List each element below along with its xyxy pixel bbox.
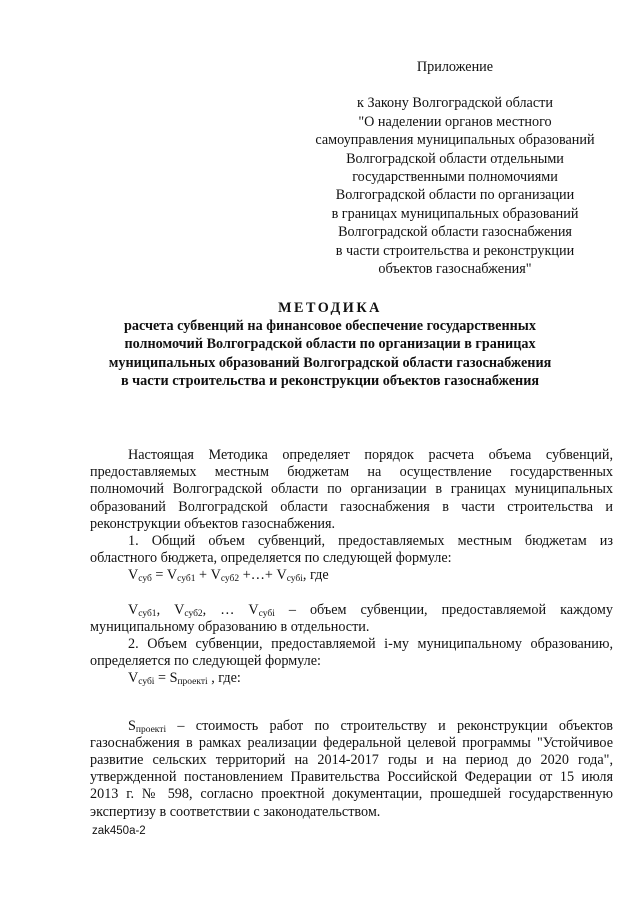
paragraph-1: 1. Общий объем субвенций, предоставляемых местным бюджетам из областного бюджета, определяется по следующей формуле:	[90, 533, 613, 567]
title-line: муниципальных образований Волгоградской области газоснабжения	[108, 354, 552, 371]
formula-total: $V_{суб} = V_{суб1} + V_{суб2}$ +…+ $V_{субi}$, где	[128, 567, 329, 585]
annex-heading: Приложение	[416, 59, 494, 75]
annex-line: в части строительства и реконструкции	[335, 242, 575, 259]
annex-line: в границах муниципальных образований	[331, 205, 579, 222]
formula-municipal: $V_{субi} = S_{проектi}$ , где:	[128, 670, 241, 688]
document-code: zak450a-2	[92, 825, 146, 837]
annex-line: государственными полномочиями	[352, 169, 558, 186]
annex-line: объектов газоснабжения"	[378, 261, 532, 278]
definition-2: $S_{проектi}$ – стоимость работ по строительству и реконструкции объектов газоснабжения в рамках реализации федеральной целевой программы "Устойчивое развитие сельских территорий на 2014-2017 годы и на период до 2020 года", утвержденной постановлением Правительства Российской Федерации от 15 июля 2013 г. № 598, согласно проектной документации, прошедшей государственную экспертизу в соответствии с законодательством.	[90, 717, 613, 820]
title-word: МЕТОДИКА	[278, 300, 382, 316]
spacer	[90, 688, 613, 718]
annex-line: Волгоградской области газоснабжения	[338, 224, 572, 241]
annex-line: Волгоградской области отдельными	[346, 150, 564, 167]
title-line: расчета субвенций на финансовое обеспечение государственных	[124, 318, 536, 335]
annex-line: к Закону Волгоградской области	[357, 95, 553, 112]
annex-line: "О наделении органов местного	[358, 113, 552, 130]
annex-block	[290, 58, 620, 278]
document-body	[90, 447, 613, 821]
spacer	[90, 585, 613, 602]
title-line: в части строительства и реконструкции объектов газоснабжения	[120, 372, 540, 389]
document-title	[70, 299, 590, 390]
intro-paragraph: Настоящая Методика определяет порядок расчета объема субвенций, предоставляемых местным бюджетам на осуществление государственных полномочий Волгоградской области по организации в границах муниципальных образований Волгоградской области газоснабжения в части строительства и реконструкции объектов газоснабжения.	[90, 447, 613, 532]
annex-line: самоуправления муниципальных образований	[315, 132, 595, 149]
definition-1: $V_{суб1}$, $V_{суб2}$, … $V_{субi}$ – объем субвенции, предоставляемой каждому муниципальному образованию в отдельности.	[90, 601, 613, 635]
paragraph-2: 2. Объем субвенции, предоставляемой i-му муниципальному образованию, определяется по следующей формуле:	[90, 636, 613, 670]
annex-line: Волгоградской области по организации	[335, 187, 575, 204]
title-line: полномочий Волгоградской области по организации в границах	[124, 336, 536, 353]
